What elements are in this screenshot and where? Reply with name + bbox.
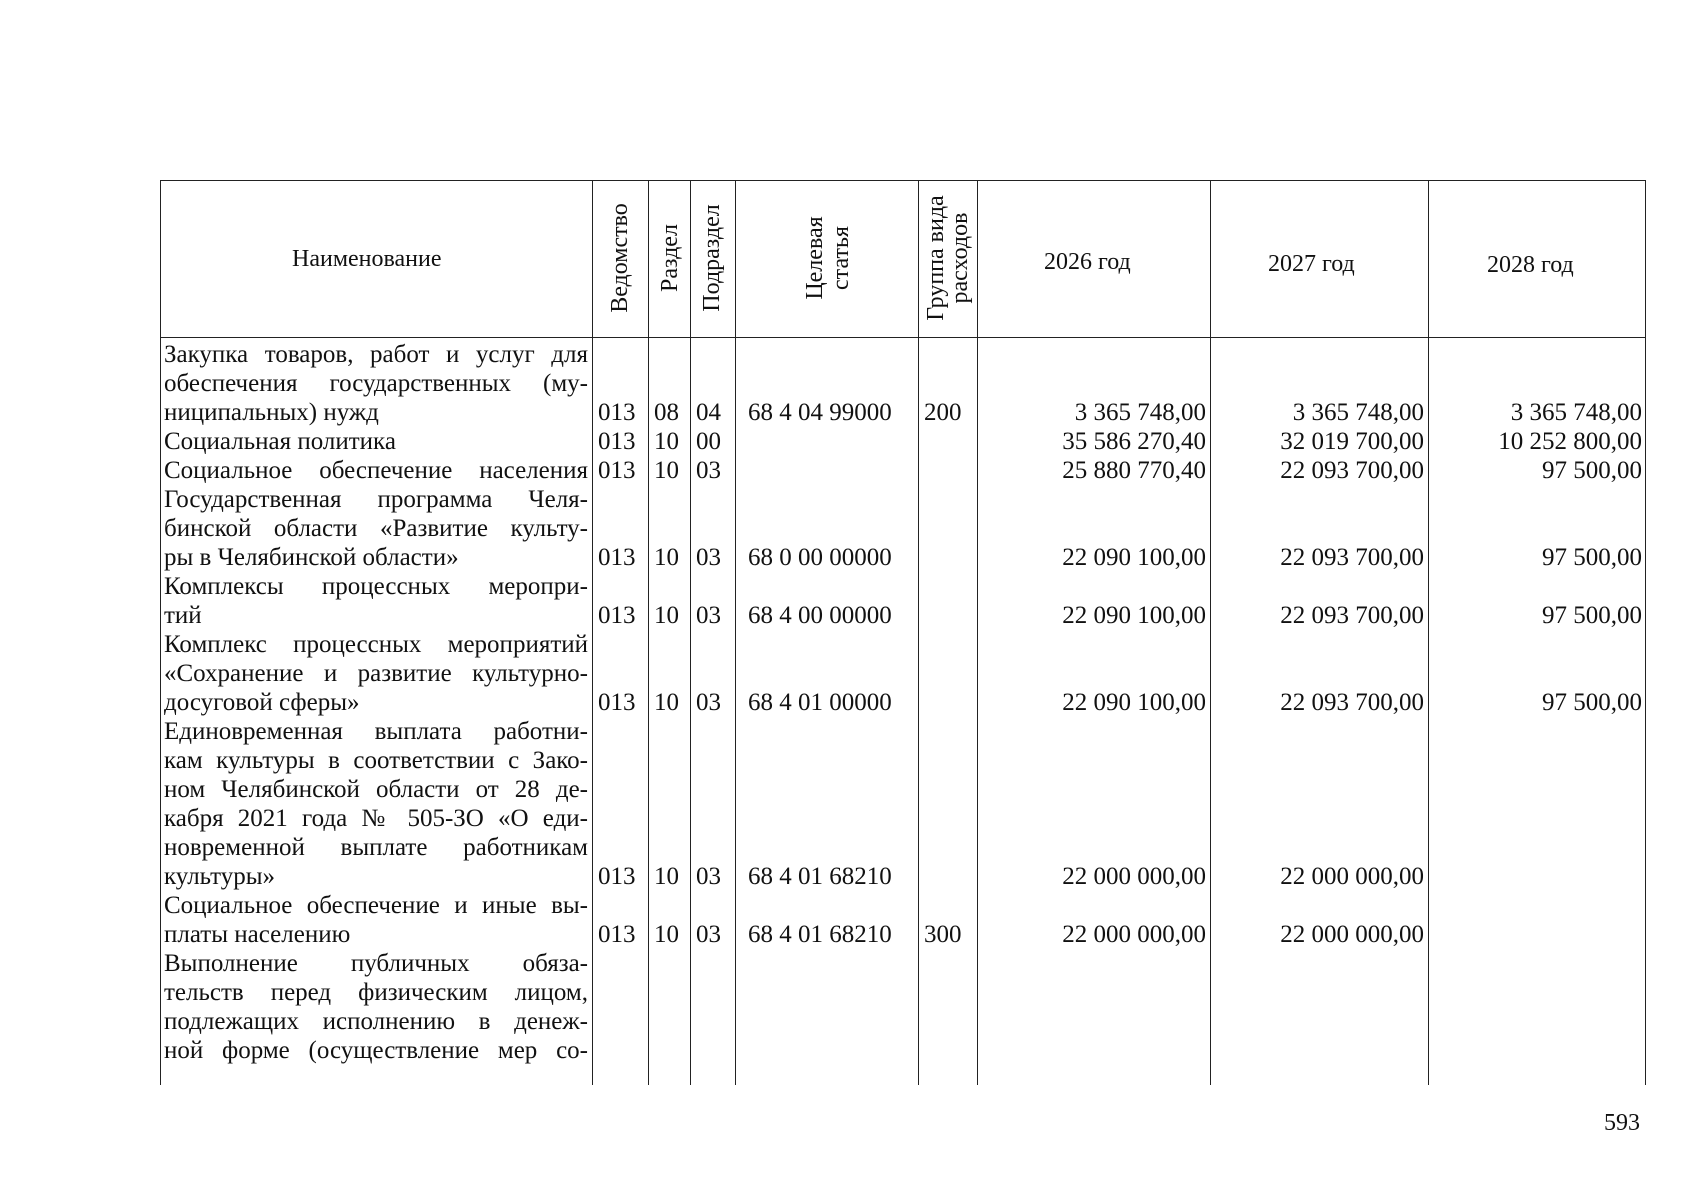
row-name-line: Государственная программа Челя- — [164, 486, 588, 513]
cell-vedomstvo: 013 — [598, 863, 636, 890]
row-name-line: Выполнение публичных обяза- — [164, 950, 588, 977]
cell-podrazdel: 04 — [696, 399, 721, 426]
cell-podrazdel: 00 — [696, 428, 721, 455]
header-gruppa-text: Группа вида расходов — [923, 195, 973, 321]
header-2028: 2028 год — [1487, 252, 1574, 278]
row-name-line: ниципальных) нужд — [164, 399, 379, 426]
header-2027: 2027 год — [1268, 251, 1355, 277]
col-line-6 — [977, 180, 978, 1085]
header-bottom-border — [160, 337, 1645, 338]
cell-2026: 22 090 100,00 — [1062, 602, 1206, 629]
cell-2028: 3 365 748,00 — [1510, 399, 1642, 426]
cell-2028: 97 500,00 — [1542, 544, 1642, 571]
cell-razdel: 10 — [654, 544, 679, 571]
cell-razdel: 10 — [654, 921, 679, 948]
cell-vedomstvo: 013 — [598, 544, 636, 571]
cell-2027: 22 000 000,00 — [1280, 921, 1424, 948]
cell-2028: 97 500,00 — [1542, 602, 1642, 629]
cell-podrazdel: 03 — [696, 863, 721, 890]
col-line-4 — [735, 180, 736, 1085]
cell-celevaya-statya: 68 0 00 00000 — [748, 544, 892, 571]
header-vedomstvo: Ведомство — [607, 203, 633, 313]
row-name-line: бинской области «Развитие культу- — [164, 515, 588, 542]
row-name-line: Социальная политика — [164, 428, 396, 455]
row-name-line: ном Челябинской области от 28 де- — [164, 776, 588, 803]
cell-podrazdel: 03 — [696, 602, 721, 629]
cell-2027: 22 000 000,00 — [1280, 863, 1424, 890]
row-name-line: платы населению — [164, 921, 351, 948]
row-name-line: досуговой сферы» — [164, 689, 360, 716]
cell-podrazdel: 03 — [696, 689, 721, 716]
cell-2027: 22 093 700,00 — [1280, 602, 1424, 629]
row-name-line: подлежащих исполнению в денеж- — [164, 1008, 588, 1035]
cell-2026: 22 000 000,00 — [1062, 863, 1206, 890]
cell-2028: 97 500,00 — [1542, 457, 1642, 484]
cell-2026: 22 000 000,00 — [1062, 921, 1206, 948]
cell-2026: 22 090 100,00 — [1062, 544, 1206, 571]
cell-razdel: 10 — [654, 602, 679, 629]
cell-vedomstvo: 013 — [598, 457, 636, 484]
col-line-1 — [592, 180, 593, 1085]
row-name-line: Комплексы процессных меропри- — [164, 573, 588, 600]
cell-2028: 10 252 800,00 — [1498, 428, 1642, 455]
header-name: Наименование — [292, 246, 442, 272]
cell-podrazdel: 03 — [696, 457, 721, 484]
row-name-line: кабря 2021 года № 505-ЗО «О еди- — [164, 805, 588, 832]
cell-celevaya-statya: 68 4 01 68210 — [748, 863, 892, 890]
col-line-3 — [690, 180, 691, 1085]
header-2026: 2026 год — [1044, 249, 1131, 275]
row-name-line: ной форме (осуществление мер со- — [164, 1037, 588, 1064]
cell-2027: 32 019 700,00 — [1280, 428, 1424, 455]
cell-razdel: 10 — [654, 428, 679, 455]
row-name-line: тельств перед физическим лицом, — [164, 979, 588, 1006]
cell-2026: 3 365 748,00 — [1074, 399, 1206, 426]
cell-2026: 35 586 270,40 — [1062, 428, 1206, 455]
cell-2026: 22 090 100,00 — [1062, 689, 1206, 716]
row-name-line: Единовременная выплата работни- — [164, 718, 588, 745]
cell-podrazdel: 03 — [696, 921, 721, 948]
header-razdel: Раздел — [657, 224, 683, 292]
row-name-line: обеспечения государственных (му- — [164, 370, 588, 397]
col-line-5 — [918, 180, 919, 1085]
header-podrazdel: Подраздел — [699, 204, 725, 312]
cell-vedomstvo: 013 — [598, 428, 636, 455]
row-name-line: Закупка товаров, работ и услуг для — [164, 341, 588, 368]
cell-celevaya-statya: 68 4 01 00000 — [748, 689, 892, 716]
cell-celevaya-statya: 68 4 04 99000 — [748, 399, 892, 426]
cell-2026: 25 880 770,40 — [1062, 457, 1206, 484]
cell-vedomstvo: 013 — [598, 399, 636, 426]
cell-vedomstvo: 013 — [598, 689, 636, 716]
row-name-line: ры в Челябинской области» — [164, 544, 459, 571]
col-line-8 — [1428, 180, 1429, 1085]
cell-celevaya-statya: 68 4 01 68210 — [748, 921, 892, 948]
header-celevaya — [802, 198, 854, 318]
header-gruppa — [924, 183, 972, 333]
row-name-line: «Сохранение и развитие культурно- — [164, 660, 588, 687]
cell-razdel: 10 — [654, 457, 679, 484]
cell-2028: 97 500,00 — [1542, 689, 1642, 716]
cell-razdel: 10 — [654, 863, 679, 890]
header-celevaya-text: Целевая статья — [802, 216, 854, 300]
cell-vedomstvo: 013 — [598, 602, 636, 629]
col-line-7 — [1210, 180, 1211, 1085]
cell-celevaya-statya: 68 4 00 00000 — [748, 602, 892, 629]
col-line-9 — [1645, 180, 1646, 1085]
cell-2027: 3 365 748,00 — [1292, 399, 1424, 426]
cell-2027: 22 093 700,00 — [1280, 457, 1424, 484]
col-line-0 — [160, 180, 161, 1085]
cell-vedomstvo: 013 — [598, 921, 636, 948]
table-top-border — [160, 180, 1645, 181]
cell-razdel: 08 — [654, 399, 679, 426]
row-name-line: Социальное обеспечение и иные вы- — [164, 892, 588, 919]
cell-gruppa-rashodov: 200 — [924, 399, 962, 426]
col-line-2 — [648, 180, 649, 1085]
cell-gruppa-rashodov: 300 — [924, 921, 962, 948]
row-name-line: Комплекс процессных мероприятий — [164, 631, 588, 658]
cell-podrazdel: 03 — [696, 544, 721, 571]
row-name-line: новременной выплате работникам — [164, 834, 588, 861]
row-name-line: Социальное обеспечение населения — [164, 457, 588, 484]
row-name-line: тий — [164, 602, 202, 629]
cell-2027: 22 093 700,00 — [1280, 544, 1424, 571]
row-name-line: кам культуры в соответствии с Зако- — [164, 747, 588, 774]
cell-2027: 22 093 700,00 — [1280, 689, 1424, 716]
cell-razdel: 10 — [654, 689, 679, 716]
page-number: 593 — [1604, 1110, 1640, 1136]
row-name-line: культуры» — [164, 863, 276, 890]
